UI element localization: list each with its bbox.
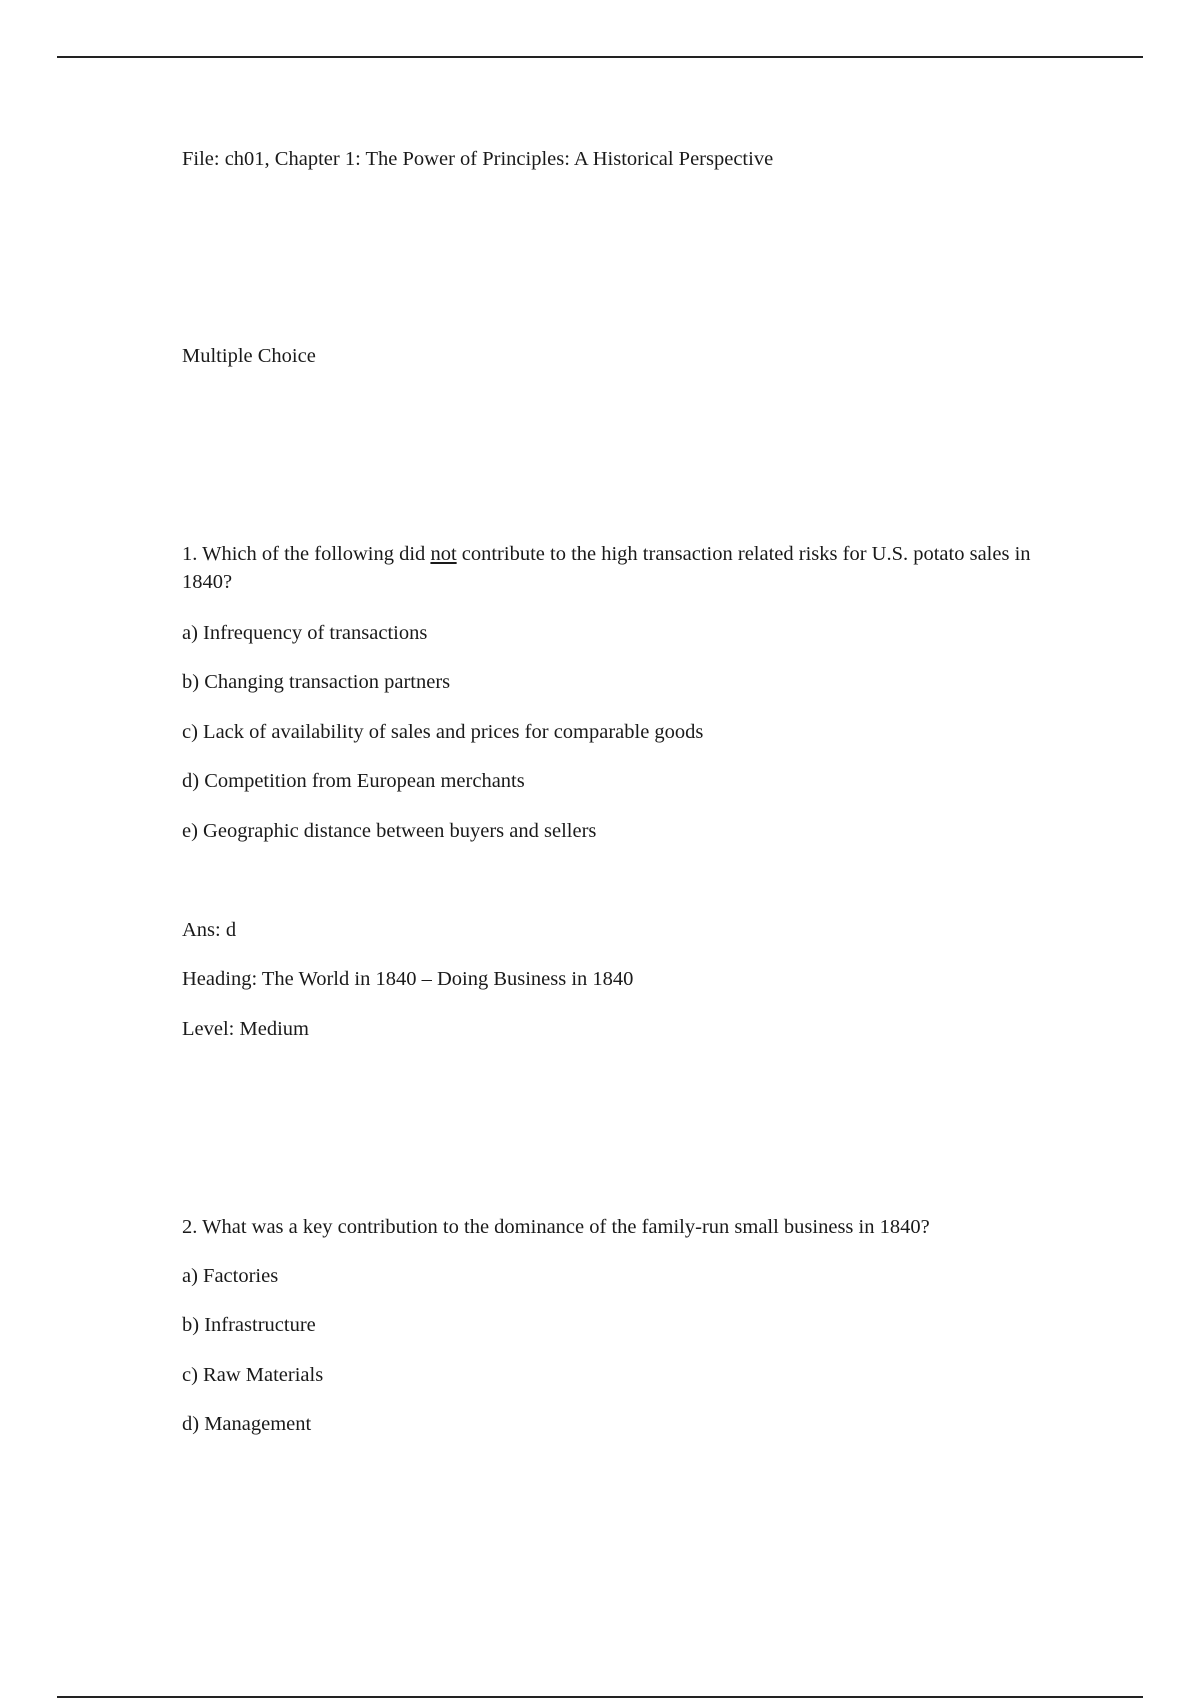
question-1-option-a: a) Infrequency of transactions <box>182 622 428 644</box>
question-1-answer: Ans: d <box>182 919 237 941</box>
file-header: File: ch01, Chapter 1: The Power of Principles: A Historical Perspective <box>182 148 774 170</box>
question-1-heading: Heading: The World in 1840 – Doing Business in 1840 <box>182 968 634 990</box>
question-1-option-b: b) Changing transaction partners <box>182 671 451 693</box>
question-1-option-e: e) Geographic distance between buyers and sellers <box>182 820 597 842</box>
question-1-stem <box>182 540 1042 596</box>
question-1-option-c: c) Lack of availability of sales and prices for comparable goods <box>182 721 704 743</box>
question-2-option-d: d) Management <box>182 1413 312 1435</box>
bottom-rule <box>57 1696 1143 1698</box>
question-2-option-c: c) Raw Materials <box>182 1364 324 1386</box>
question-2-option-a: a) Factories <box>182 1265 279 1287</box>
question-1-stem-start: 1. Which of the following did <box>182 543 431 565</box>
question-1-level: Level: Medium <box>182 1018 309 1040</box>
question-2-stem: 2. What was a key contribution to the dominance of the family-run small business in 1840? <box>182 1216 930 1238</box>
question-1-emphasis: not <box>430 543 457 565</box>
question-1-stem-end: contribute to the high transaction related risks for U.S. potato sales in 1840? <box>182 543 1031 593</box>
question-1-option-d: d) Competition from European merchants <box>182 770 525 792</box>
top-rule <box>57 56 1143 58</box>
question-2-option-b: b) Infrastructure <box>182 1314 316 1336</box>
section-title: Multiple Choice <box>182 345 316 367</box>
